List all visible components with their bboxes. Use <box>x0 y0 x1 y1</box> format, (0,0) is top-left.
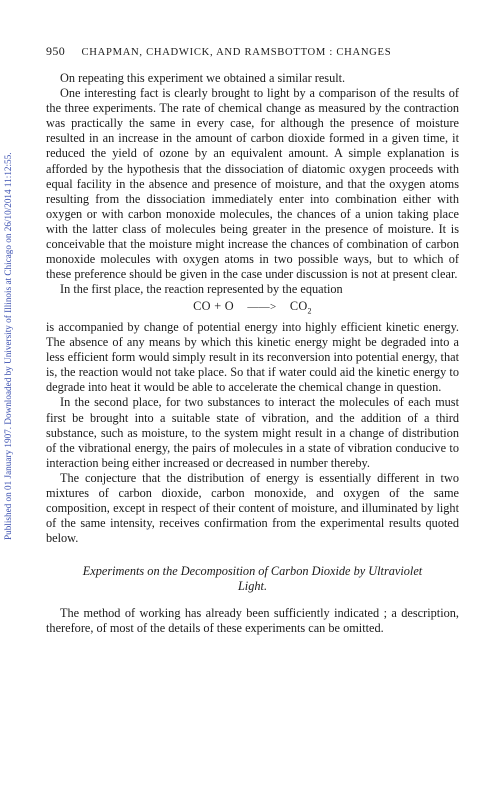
page-number: 950 <box>46 44 66 58</box>
paragraph: The method of working has already been sufficiently indicated ; a description, therefore, of most of the details of these experiments can be omitted. <box>46 606 459 636</box>
paragraph: In the first place, the reaction represented by the equation <box>60 282 343 297</box>
paragraph: is accompanied by change of potential energy into highly efficient kinetic energy. The absence of any means by which this kinetic energy might be degraded into a less efficient form would simply result in its reconversion into potential energy, that is, the reaction would not take place. So that if water could aid the kinetic energy to degrade into heat it would be able to accelerate the chemical change in question. <box>46 319 459 395</box>
reaction-arrow: ——> <box>247 301 277 314</box>
body-text <box>46 71 459 637</box>
paragraph: The conjecture that the distribution of energy is essentially different in two mixtures of carbon dioxide, carbon monoxide, and oxygen of the same composition, except in respect of their content of moisture, and illuminated by light of the same intensity, receives confirmation from the experimental results quoted below. <box>46 470 459 546</box>
equation-product-subscript: 2 <box>307 306 312 316</box>
equation-product-formula: CO <box>289 299 308 314</box>
equation-product <box>289 299 312 316</box>
section-heading: Experiments on the Decomposition of Carbon Dioxide by Ultraviolet Light. <box>82 564 423 594</box>
download-notice-text: Published on 01 January 1907. Downloaded by University of Illinois at Chicago on 26/10/2014 11:12:55. <box>3 152 13 540</box>
equation-reactants: CO + O <box>193 299 234 314</box>
paragraph: On repeating this experiment we obtained a similar result. <box>60 71 346 85</box>
paragraph: In the second place, for two substances to interact the molecules of each must first be brought into a suitable state of vibration, and the addition of a third substance, such as moisture, to the system might result in a change of distribution of the vibrational energy, the pairs of molecules in a state of vibration conducive to interaction being either increased or decreased in number thereby. <box>46 395 459 470</box>
paragraph: One interesting fact is clearly brought to light by a comparison of the results of the three experiments. The rate of chemical change as measured by the contraction was practically the same in every case, for although the presence of moisture resulted in an increase in the amount of carbon dioxide formed in a given time, it reduced the yield of ozone by an equivalent amount. A simple explanation is afforded by the hypothesis that the dissociation of diatomic oxygen proceeds with equal facility in the absence and presence of moisture, and that the oxygen atoms resulting from the dissociation immediately enter into combination either with oxygen or with carbon monoxide molecules, the chances of a union taking place with the latter class of molecules being greater in the presence of moisture. It is conceivable that the moisture might increase the chances of combination of carbon monoxide molecules with oxygen atoms in two possible ways, but to which of these preference should be given in the case under discussion is not at present clear. <box>46 86 459 282</box>
equation <box>46 299 459 319</box>
download-notice <box>3 20 15 540</box>
page-header <box>46 44 446 60</box>
running-title: CHAPMAN, CHADWICK, AND RAMSBOTTOM : CHANGES <box>81 47 392 58</box>
